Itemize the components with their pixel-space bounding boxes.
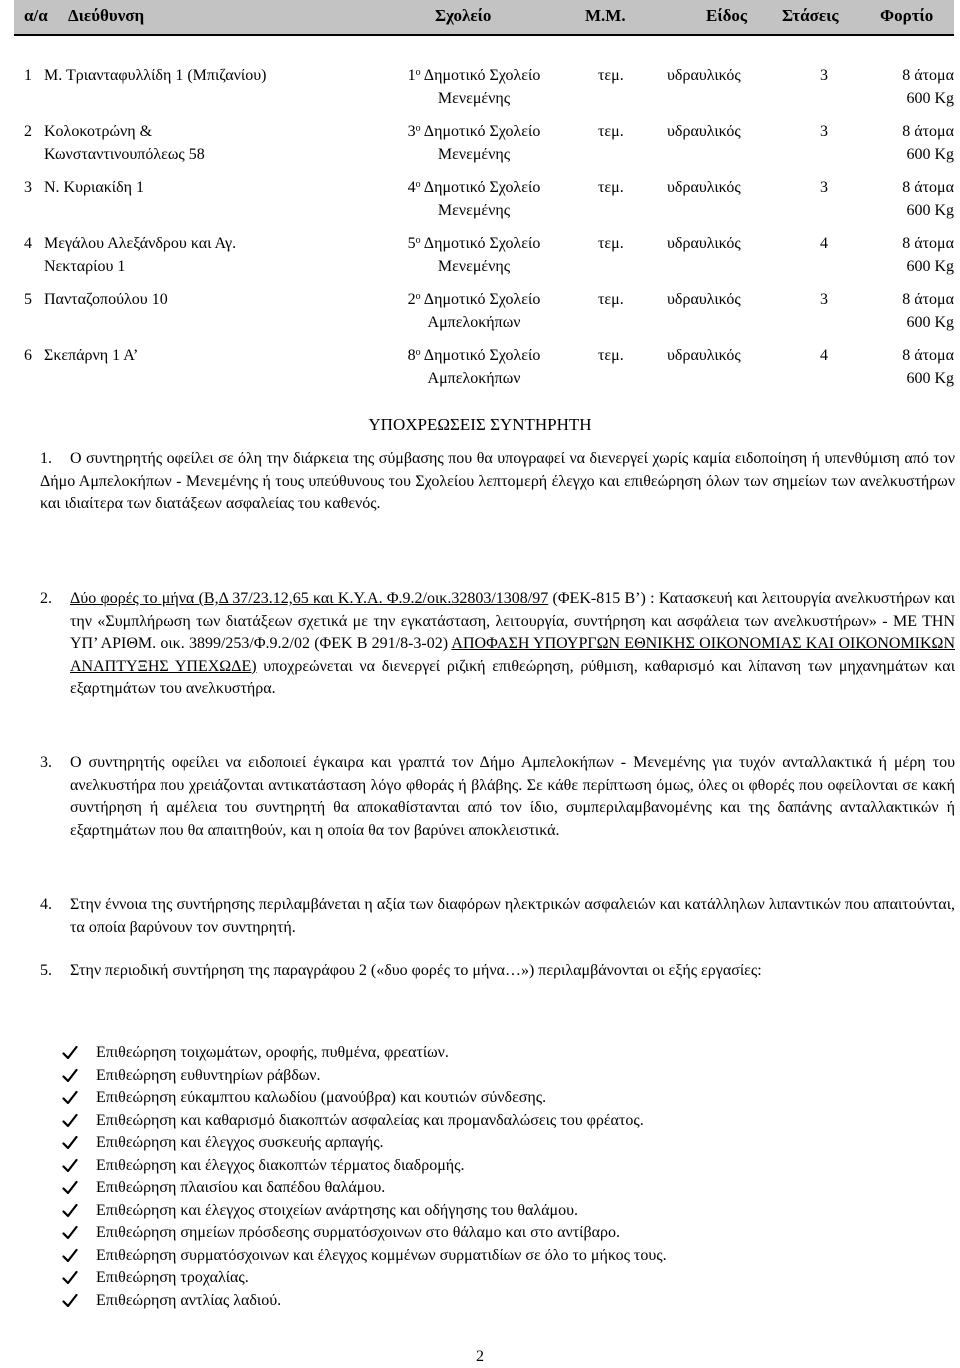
checklist-item-text: Επιθεώρηση ευθυντηρίων ράβδων. [96,1066,321,1084]
paragraph-text: Ο συντηρητής οφείλει να ειδοποιεί έγκαιρα και γραπτά τον Δήμο Αμπελοκήπων - Μενεμένης για τυχόν ανταλλακτικά ή μέρη του ανελκυστήρα που χρειάζονται αντικατάσταση λόγο φθοράς ή βλάβης. Σε κάθε περίπτωση όμως, όλες οι φθορές που οφείλονται σε κακή συντήρηση ή αμέλεια του συντηρητή θα αποκαθίστανται από τον ίδιο, συμπεριλαμβανομένης και της δαπάνης ανταλλακτικών ή εξαρτημάτων που θα απαιτηθούν, και η οποία θα τον βαρύνει αποκλειστικά. [70,754,955,839]
school-name: Δημοτικό Σχολείο [420,123,541,140]
row-unit: τεμ. [598,123,624,140]
row-school [374,176,574,222]
checkmark-icon [62,1293,78,1309]
row-school [374,232,574,278]
paragraph-number: 4. [40,896,52,913]
checklist-item [62,1132,942,1155]
checklist-item-text: Επιθεώρηση και καθαρισμό διακοπτών ασφαλείας και προμανδαλώσεις του φρέατος. [96,1111,644,1129]
load-weight: 600 Kg [906,146,954,163]
row-stops: 4 [820,235,828,252]
row-type: υδραυλικός [667,179,741,196]
checkmark-icon [62,1225,78,1241]
address-line-1: Σκεπάρνη 1 Α’ [44,347,139,364]
school-line-1 [374,120,574,143]
address-line-1: Μ. Τριανταφυλλίδη 1 (Μπιζανίου) [44,67,267,84]
row-school [374,64,574,110]
checklist-item-text: Επιθεώρηση συρματόσχοινων και έλεγχος κομμένων συρματιδίων σε όλο το μήκος τους. [96,1246,667,1264]
table-row [14,168,954,223]
load-weight: 600 Kg [906,370,954,387]
paragraph-number: 1. [40,450,52,467]
header-aa: α/α [24,6,48,25]
ordinal-suffix: ο [415,291,421,302]
row-unit: τεμ. [598,67,624,84]
school-name: Δημοτικό Σχολείο [420,235,541,252]
checklist-item-text: Επιθεώρηση τοιχωμάτων, οροφής, πυθμένα, φρεατίων. [96,1044,449,1061]
checklist-item-text: Επιθεώρηση αντλίας λαδιού. [96,1291,282,1309]
row-load [859,120,954,166]
header-type: Είδος [706,6,748,25]
address-line-1: Ν. Κυριακίδη 1 [44,179,144,196]
row-type: υδραυλικός [667,291,741,308]
address-line-2: Κωνσταντινουπόλεως 58 [44,146,205,163]
paragraph-4 [40,894,955,939]
header-stops: Στάσεις [782,6,839,25]
school-line-2: Μενεμένης [437,258,511,275]
checklist-item [62,1245,942,1268]
load-persons: 8 άτομα [902,67,954,84]
row-address [44,176,374,199]
school-name: Δημοτικό Σχολείο [420,67,541,84]
row-school [374,344,574,390]
checkmark-icon [62,1090,78,1106]
school-name: Δημοτικό Σχολείο [420,179,541,196]
paragraph-3 [40,752,955,842]
checklist-item [62,1042,942,1065]
checklist-item-text: Επιθεώρηση σημείων πρόσδεσης συρματόσχοινων στο θάλαμο και στο αντίβαρο. [96,1224,620,1241]
checklist-item-text: Επιθεώρηση πλαισίου και δαπέδου θαλάμου. [96,1179,386,1196]
checklist-item-text: Επιθεώρηση και έλεγχος συσκευής αρπαγής. [96,1134,384,1151]
school-line-1 [374,64,574,87]
load-weight: 600 Kg [906,202,954,219]
paragraph-text-part: (ΦΕΚ-815 Β’) : Κατασκευή και λειτουργία ανελκυστήρων και την «Συμπλήρωση των διατάξεων σχετικά με την εγκατάσταση, λειτουργία, συντήρηση και ασφάλεια των ανελκυστήρων» - ΜΕ ΤΗΝ ΥΠ’ ΑΡΙΘΜ. οικ. 3899/253/Φ.9.2/02 (ΦΕΚ Β 291/8-3-02) [70,590,955,652]
checkmark-icon [62,1180,78,1196]
checkmark-icon [62,1248,78,1264]
checklist-item-text: Επιθεώρηση εύκαμπτου καλωδίου (μανούβρα) και κουτιών σύνδεσης. [96,1089,547,1106]
school-ordinal: 1 [407,67,416,84]
underlined-reference: Δύο φορές το μήνα (Β,Δ 37/23.12,65 και Κ.Υ.Α. Φ.9.2/οικ.32803/1308/97 [70,590,549,607]
underlined-decision: ΑΠΟΦΑΣΗ ΥΠΟΥΡΓΩΝ ΕΘΝΙΚΗΣ ΟΙΚΟΝΟΜΙΑΣ ΚΑΙ ΟΙΚΟΝΟΜΙΚΩΝ ΑΝΑΠΤΥΞΗΣ ΥΠΕΧΩΔΕ) [70,635,955,675]
row-address [44,64,374,87]
paragraph-2 [40,588,955,701]
load-weight: 600 Kg [906,90,954,107]
checklist-item [62,1155,942,1178]
address-line-1: Πανταζοπούλου 10 [44,291,168,308]
header-address: Διεύθυνση [68,6,145,25]
header-load: Φορτίο [880,6,934,25]
row-stops: 3 [820,291,828,308]
checkmark-icon [62,1113,78,1129]
row-address [44,120,374,166]
row-stops: 3 [820,123,828,140]
row-address [44,344,374,367]
ordinal-suffix: ο [415,347,421,358]
checkmark-icon [62,1068,78,1084]
school-name: Δημοτικό Σχολείο [420,347,541,364]
load-persons: 8 άτομα [902,291,954,308]
header-school: Σχολείο [435,6,492,25]
checklist-item [62,1087,942,1110]
school-ordinal: 8 [407,347,416,364]
checklist-item [62,1222,942,1245]
paragraph-text: Ο συντηρητής οφείλει σε όλη την διάρκεια της σύμβασης που θα υπογραφεί να διενεργεί χωρίς καμία ειδοποίηση ή υπενθύμιση από τον Δήμο Αμπελοκήπων - Μενεμένης ή τους υπεύθυνους του Σχολείου λεπτομερή έλεγχο και επιθεώρηση όλων των σημείων των ανελκυστήρων και ιδιαίτερα των διατάξεων ασφαλείας του καθενός. [40,450,955,512]
row-load [859,64,954,110]
checklist-item-text: Επιθεώρηση τροχαλίας. [96,1269,249,1286]
row-stops: 4 [820,347,828,364]
row-load [859,176,954,222]
ordinal-suffix: ο [415,235,421,246]
load-weight: 600 Kg [906,314,954,331]
checklist-item [62,1065,942,1088]
table-row [14,336,954,391]
checklist-item-text: Επιθεώρηση και έλεγχος στοιχείων ανάρτησης και οδήγησης του θαλάμου. [96,1201,579,1219]
paragraph-text: Στην έννοια της συντήρησης περιλαμβάνεται η αξία των διαφόρων ηλεκτρικών ασφαλειών και κατάλληλων λιπαντικών που απαιτούνται, τα οποία βαρύνουν τον συντηρητή. [70,896,955,936]
school-ordinal: 2 [407,291,416,308]
ordinal-suffix: ο [415,67,421,78]
table-header [14,0,954,34]
school-line-2: Μενεμένης [437,146,511,163]
paragraph-text: Στην περιοδική συντήρηση της παραγράφου 2 («δυο φορές το μήνα…») περιλαμβάνονται οι εξής εργασίες: [70,962,762,979]
inspection-checklist [62,1042,942,1312]
row-load [859,232,954,278]
checklist-item [62,1200,942,1223]
row-number: 5 [24,291,32,308]
elevator-table [14,0,954,387]
paragraph-5 [40,960,955,983]
section-title: ΥΠΟΧΡΕΩΣΕΙΣ ΣΥΝΤΗΡΗΤΗ [368,415,592,434]
checkmark-icon [62,1270,78,1286]
paragraph-number: 5. [40,962,52,979]
row-stops: 3 [820,179,828,196]
checkmark-icon [62,1045,78,1061]
school-line-2: Αμπελοκήπων [427,314,521,331]
header-rule [14,34,954,36]
header-mm: Μ.Μ. [585,6,626,25]
page-number: 2 [476,1348,484,1365]
school-line-1 [374,344,574,367]
ordinal-suffix: ο [415,179,421,190]
row-load [859,344,954,390]
load-persons: 8 άτομα [902,123,954,140]
row-number: 6 [24,347,32,364]
row-school [374,288,574,334]
row-unit: τεμ. [598,347,624,364]
checklist-item [62,1290,942,1313]
checkmark-icon [62,1135,78,1151]
row-type: υδραυλικός [667,123,741,140]
table-row [14,280,954,335]
school-line-2: Αμπελοκήπων [427,370,521,387]
load-persons: 8 άτομα [902,347,954,364]
row-number: 2 [24,123,32,140]
address-line-1: Κολοκοτρώνη & [44,123,153,140]
checklist-item [62,1177,942,1200]
row-school [374,120,574,166]
school-ordinal: 3 [407,123,416,140]
load-weight: 600 Kg [906,258,954,275]
address-line-1: Μεγάλου Αλεξάνδρου και Αγ. [44,235,237,252]
row-unit: τεμ. [598,235,624,252]
paragraph-number: 3. [40,754,52,771]
ordinal-suffix: ο [415,123,421,134]
paragraph-text [70,588,955,701]
school-line-1 [374,288,574,311]
school-ordinal: 5 [407,235,416,252]
table-row [14,56,954,111]
load-persons: 8 άτομα [902,235,954,252]
school-ordinal: 4 [407,179,416,196]
row-number: 1 [24,67,32,84]
checklist-item [62,1110,942,1133]
checklist-item [62,1267,942,1290]
table-row [14,224,954,279]
paragraph-text-part: υποχρεώνεται να διενεργεί ριζική επιθεώρηση, ρύθμιση, καθαρισμό και λίπανση των μηχανημάτων και εξαρτημάτων του ανελκυστήρα. [70,657,955,697]
row-unit: τεμ. [598,291,624,308]
row-type: υδραυλικός [667,67,741,84]
row-address [44,232,374,278]
row-load [859,288,954,334]
row-address [44,288,374,311]
row-type: υδραυλικός [667,347,741,364]
row-unit: τεμ. [598,179,624,196]
school-line-1 [374,232,574,255]
paragraph-number: 2. [40,590,52,607]
table-row [14,112,954,167]
paragraph-1 [40,448,955,516]
row-stops: 3 [820,67,828,84]
school-line-2: Μενεμένης [437,202,511,219]
row-number: 4 [24,235,32,252]
row-number: 3 [24,179,32,196]
school-line-2: Μενεμένης [437,90,511,107]
row-type: υδραυλικός [667,235,741,252]
load-persons: 8 άτομα [902,179,954,196]
school-name: Δημοτικό Σχολείο [420,291,541,308]
checkmark-icon [62,1203,78,1219]
checklist-item-text: Επιθεώρηση και έλεγχος διακοπτών τέρματος διαδρομής. [96,1156,465,1174]
address-line-2: Νεκταρίου 1 [44,258,126,275]
school-line-1 [374,176,574,199]
checkmark-icon [62,1158,78,1174]
